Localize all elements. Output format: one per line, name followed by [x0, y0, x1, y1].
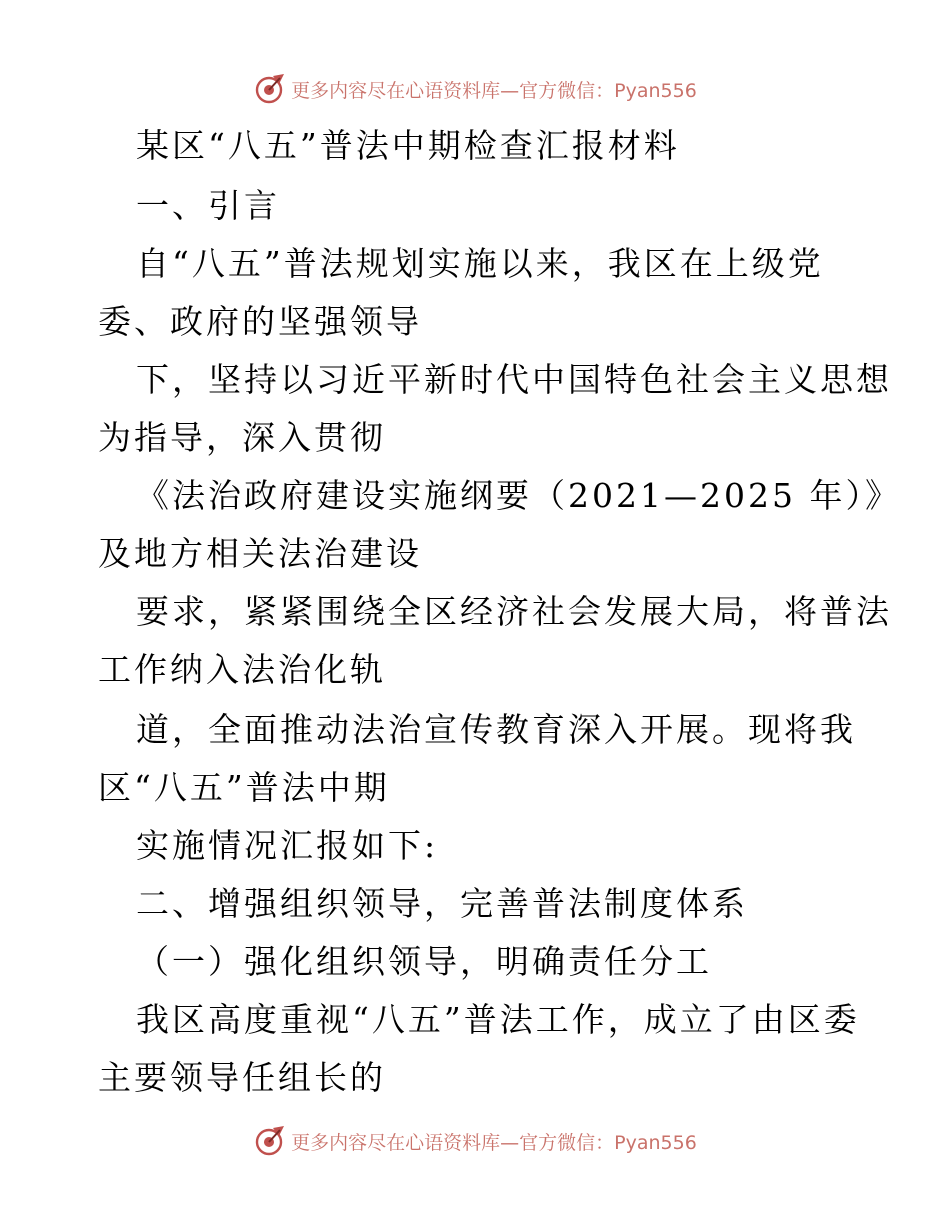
quill-seal-icon	[253, 1124, 287, 1158]
paragraph-line: 道，全面推动法治宣传教育深入开展。现将我	[136, 710, 856, 749]
paragraph-line: 要求，紧紧围绕全区经济社会发展大局，将普法	[136, 592, 892, 631]
paragraph-line: 委、政府的坚强领导	[98, 302, 422, 341]
watermark-footer	[0, 1124, 950, 1158]
watermark-text: 更多内容尽在心语资料库—官方微信：Pyan556	[291, 1131, 697, 1154]
document-title: 某区“八五”普法中期检查汇报材料	[136, 126, 680, 165]
paragraph-line: 区“八五”普法中期	[98, 768, 390, 807]
section-heading: 一、引言	[136, 186, 280, 225]
paragraph-line: 实施情况汇报如下:	[136, 826, 439, 865]
paragraph-line: 我区高度重视“八五”普法工作，成立了由区委	[136, 1000, 860, 1039]
watermark-header	[0, 72, 950, 106]
subsection-heading: （一）强化组织领导，明确责任分工	[136, 942, 712, 981]
section-heading: 二、增强组织领导，完善普法制度体系	[136, 884, 748, 923]
paragraph-line: 主要领导任组长的	[98, 1058, 386, 1097]
paragraph-line: 工作纳入法治化轨	[98, 650, 386, 689]
paragraph-line: 下，坚持以习近平新时代中国特色社会主义思想	[136, 360, 892, 399]
paragraph-line: 自“八五”普法规划实施以来，我区在上级党	[136, 244, 824, 283]
paragraph-line: 为指导，深入贯彻	[98, 418, 386, 457]
paragraph-line: 《法治政府建设实施纲要（2021—2025 年）》	[136, 476, 901, 515]
quill-seal-icon	[253, 72, 287, 106]
watermark-text: 更多内容尽在心语资料库—官方微信：Pyan556	[291, 79, 697, 102]
paragraph-line: 及地方相关法治建设	[98, 534, 422, 573]
